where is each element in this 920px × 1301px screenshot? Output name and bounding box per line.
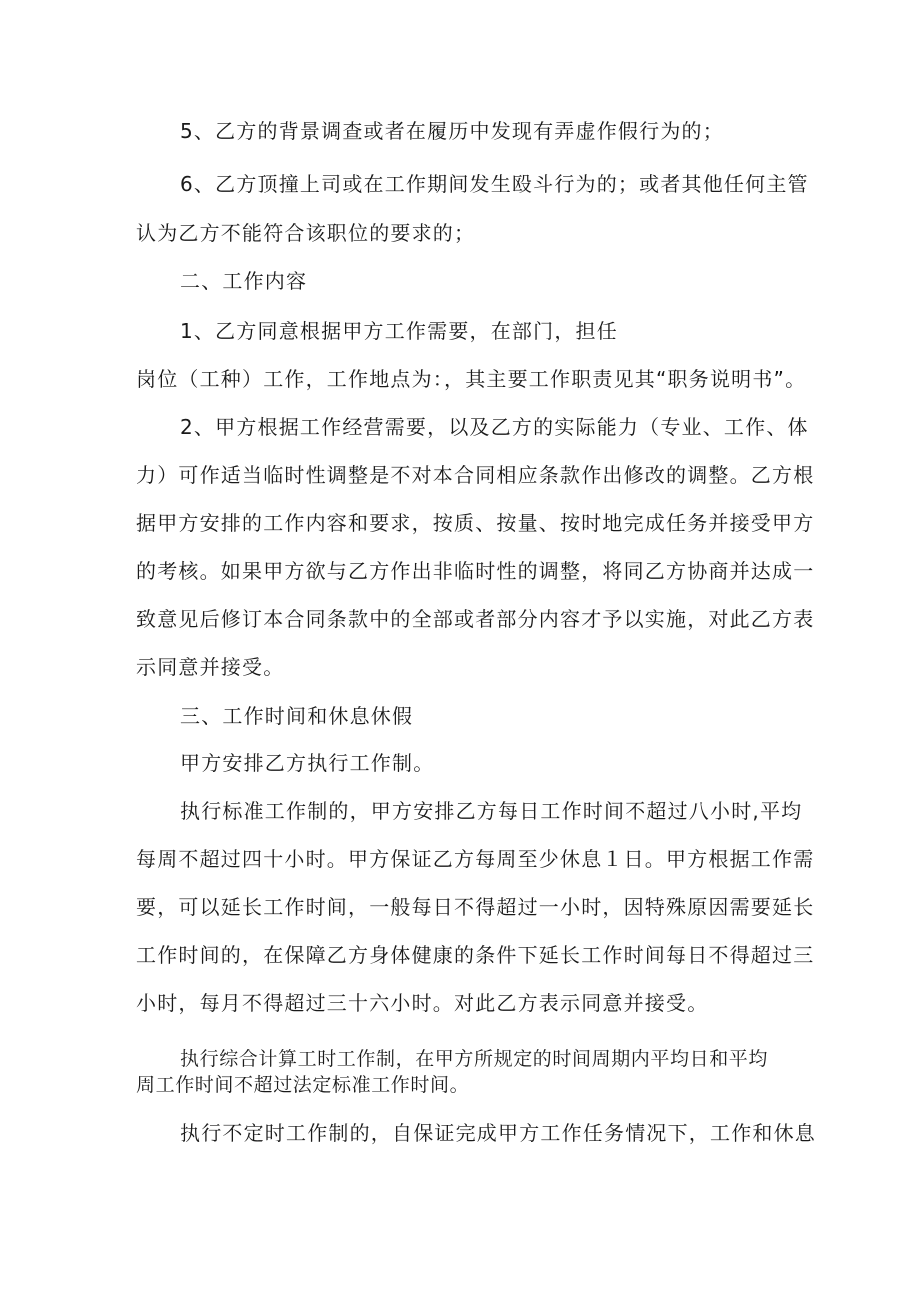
clause-5: 5、乙方的背景调查或者在履历中发现有弄虚作假行为的；: [180, 119, 724, 143]
paragraph-line: 每周不超过四十小时。甲方保证乙方每周至少休息１日。甲方根据工作需: [136, 847, 815, 871]
work-content-item-1: 1、乙方同意根据甲方工作需要，在部门，担任: [180, 319, 618, 343]
work-content-item-2: 2、甲方根据工作经营需要，以及乙方的实际能力（专业、工作、体: [180, 415, 809, 439]
paragraph-line: 小时，每月不得超过三十六小时。对此乙方表示同意并接受。: [136, 991, 709, 1015]
standard-hours-paragraph: 执行标准工作制的，甲方安排乙方每日工作时间不超过八小时,平均: [180, 799, 803, 823]
flexible-hours-paragraph: 执行不定时工作制的，自保证完成甲方工作任务情况下，工作和休息: [180, 1121, 816, 1145]
paragraph-line: 力）可作适当临时性调整是不对本合同相应条款作出修改的调整。乙方根: [136, 463, 815, 487]
paragraph-line: 要，可以延长工作时间，一般每日不得超过一小时，因特殊原因需要延长: [136, 895, 815, 919]
section-heading-working-hours: 三、工作时间和休息休假: [180, 704, 414, 728]
clause-6-cont: 认为乙方不能符合该职位的要求的；: [136, 221, 476, 245]
paragraph-line: 工作时间的，在保障乙方身体健康的条件下延长工作时间每日不得超过三: [136, 943, 815, 967]
paragraph-line: 示同意并接受。: [136, 655, 285, 679]
paragraph-line: 致意见后修订本合同条款中的全部或者部分内容才予以实施，对此乙方表: [136, 607, 815, 631]
work-content-item-1-cont: 岗位（工种）工作，工作地点为：，其主要工作职责见其“职务说明书”。: [136, 367, 807, 391]
comprehensive-hours-paragraph: 执行综合计算工时工作制，在甲方所规定的时间周期内平均日和平均: [180, 1048, 769, 1070]
paragraph-line: 周工作时间不超过法定标准工作时间。: [136, 1074, 470, 1096]
section-heading-work-content: 二、工作内容: [180, 269, 308, 293]
working-hours-intro: 甲方安排乙方执行工作制。: [180, 751, 435, 775]
paragraph-line: 的考核。如果甲方欲与乙方作出非临时性的调整，将同乙方协商并达成一: [136, 559, 815, 583]
clause-6: 6、乙方顶撞上司或在工作期间发生殴斗行为的；或者其他任何主管: [180, 172, 809, 196]
paragraph-line: 据甲方安排的工作内容和要求，按质、按量、按时地完成任务并接受甲方: [136, 511, 815, 535]
